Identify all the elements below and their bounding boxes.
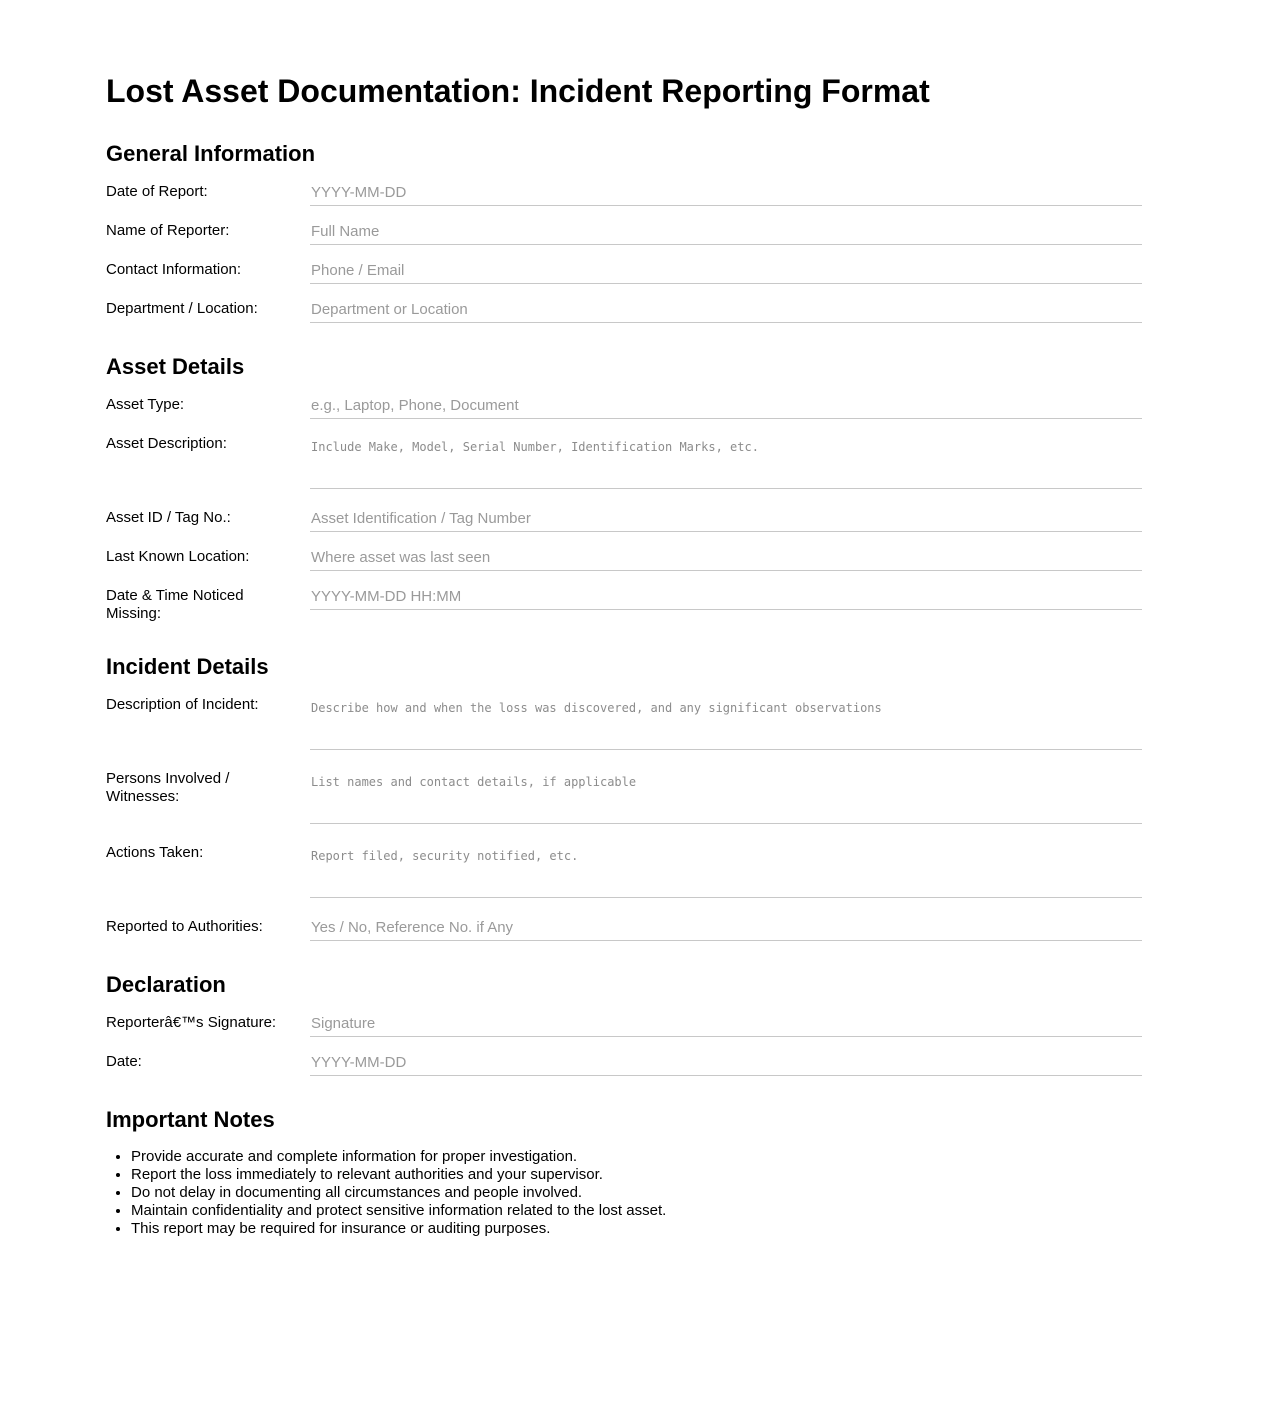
field-row-date-of-report	[106, 182, 1142, 206]
page-title: Lost Asset Documentation: Incident Reporting Format	[106, 73, 930, 109]
asset-description-textarea[interactable]	[310, 434, 1142, 489]
name-of-reporter-input[interactable]	[310, 221, 1142, 245]
field-row-asset-id-tag-no	[106, 508, 1142, 532]
important-note-item: • Report the loss immediately to relevant authorities and your supervisor.	[131, 1166, 1142, 1184]
asset-type-input[interactable]	[310, 395, 1142, 419]
field-row-last-known-location	[106, 547, 1142, 571]
field-row-reporters-signature	[106, 1013, 1142, 1037]
section-heading-incident-details: Incident Details	[106, 654, 269, 679]
persons-involved-witnesses-label: Persons Involved / Witnesses:	[106, 770, 230, 805]
field-row-reported-to-authorities	[106, 917, 1142, 941]
contact-information-label: Contact Information:	[106, 261, 242, 278]
reporters-signature-input[interactable]	[310, 1013, 1142, 1037]
department-location-label: Department / Location:	[106, 300, 258, 317]
field-row-asset-type	[106, 395, 1142, 419]
contact-information-input[interactable]	[310, 260, 1142, 284]
field-row-actions-taken	[106, 843, 1142, 898]
date-of-report-label: Date of Report:	[106, 183, 208, 200]
section-heading-important-notes: Important Notes	[106, 1107, 275, 1132]
declaration-date-label: Date:	[106, 1053, 142, 1070]
asset-id-tag-no-label: Asset ID / Tag No.:	[106, 509, 231, 526]
reported-to-authorities-label: Reported to Authorities:	[106, 918, 263, 935]
field-row-contact-information	[106, 260, 1142, 284]
field-row-date-time-noticed-missing	[106, 586, 1142, 623]
document-content	[106, 73, 1142, 1238]
field-row-persons-involved-witnesses	[106, 769, 1142, 824]
date-of-report-input[interactable]	[310, 182, 1142, 206]
section-heading-asset-details: Asset Details	[106, 354, 245, 379]
field-row-department-location	[106, 299, 1142, 323]
important-note-item: • This report may be required for insurance or auditing purposes.	[131, 1220, 1142, 1238]
reported-to-authorities-input[interactable]	[310, 917, 1142, 941]
actions-taken-textarea[interactable]	[310, 843, 1142, 898]
name-of-reporter-label: Name of Reporter:	[106, 222, 230, 239]
last-known-location-label: Last Known Location:	[106, 548, 250, 565]
persons-involved-witnesses-textarea[interactable]	[310, 769, 1142, 824]
important-notes-list	[106, 1148, 1142, 1238]
date-time-noticed-missing-label: Date & Time Noticed Missing:	[106, 587, 244, 622]
asset-type-label: Asset Type:	[106, 396, 185, 413]
asset-id-tag-no-input[interactable]	[310, 508, 1142, 532]
description-of-incident-textarea[interactable]	[310, 695, 1142, 750]
last-known-location-input[interactable]	[310, 547, 1142, 571]
asset-description-label: Asset Description:	[106, 435, 227, 452]
date-time-noticed-missing-input[interactable]	[310, 586, 1142, 610]
important-note-item: • Do not delay in documenting all circumstances and people involved.	[131, 1184, 1142, 1202]
department-location-input[interactable]	[310, 299, 1142, 323]
section-heading-general-information: General Information	[106, 141, 316, 166]
field-row-asset-description	[106, 434, 1142, 489]
actions-taken-label: Actions Taken:	[106, 844, 204, 861]
field-row-description-of-incident	[106, 695, 1142, 750]
field-row-name-of-reporter	[106, 221, 1142, 245]
field-row-declaration-date	[106, 1052, 1142, 1076]
section-heading-declaration: Declaration	[106, 972, 226, 997]
reporters-signature-label: Reporterâ€™s Signature:	[106, 1014, 277, 1031]
declaration-date-input[interactable]	[310, 1052, 1142, 1076]
important-note-item: • Provide accurate and complete information for proper investigation.	[131, 1148, 1142, 1166]
description-of-incident-label: Description of Incident:	[106, 696, 259, 713]
important-note-item: • Maintain confidentiality and protect sensitive information related to the lost asset.	[131, 1202, 1142, 1220]
